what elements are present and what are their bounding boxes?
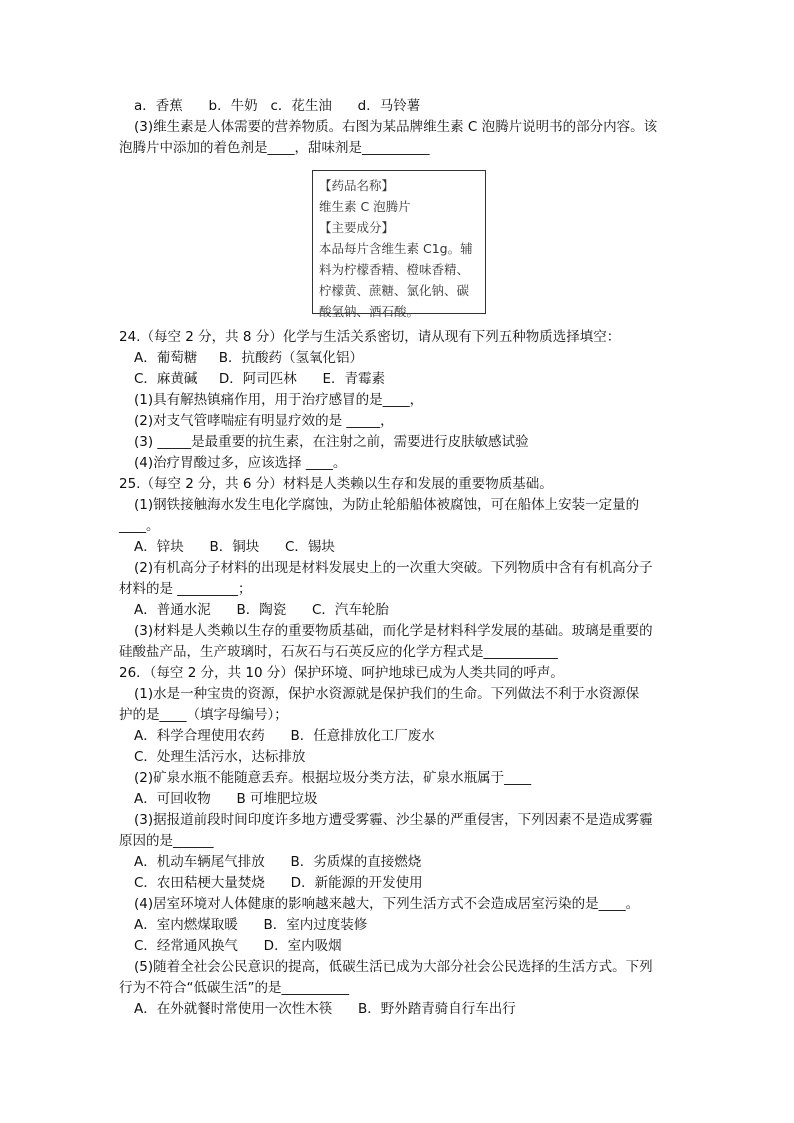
label-row-ingredients-3: 柠檬黄、蔗糖、氯化钠、碳 [319, 283, 470, 298]
q25-3-stem: (3)材料是人类赖以生存的重要物质基础，而化学是材料科学发展的基础。玻璃是重要的 [134, 623, 653, 639]
vitamin-c-label-box [312, 170, 486, 319]
q26-3-stem: (3)据报道前段时间印度许多地方遭受雾霾、沙尘暴的严重侵害，下列因素不是造成雾霾 [134, 812, 653, 828]
q26-5-options: A．在外就餐时常使用一次性木筷 B．野外踏青骑自行车出行 [134, 1001, 516, 1017]
q23-3-stem: (3)维生素是人体需要的营养物质。右图为某品牌维生素 C 泡腾片说明书的部分内容。该 [134, 119, 658, 135]
q26-1-options-1: A．科学合理使用农药 B．任意排放化工厂废水 [134, 728, 435, 744]
q24-heading: 24.（每空 2 分，共 8 分）化学与生活关系密切，请从现有下列五种物质选择填空： [119, 329, 621, 345]
q25-2-stem: (2)有机高分子材料的出现是材料发展史上的一次重大突破。下列物质中含有有机高分子 [134, 560, 653, 576]
q26-3-options-2: C．农田秸梗大量焚烧 D．新能源的开发使用 [134, 875, 423, 891]
q25-1-blank: ____。 [119, 518, 160, 534]
q25-1-options: A．锌块 B．铜块 C．锡块 [134, 539, 335, 555]
label-row-name: 维生素 C 泡腾片 [319, 199, 411, 214]
q26-3-stem-cont: 原因的是______ [119, 833, 214, 849]
q25-2-stem-cont: 材料的是 _________； [119, 581, 252, 597]
q24-4: (4)治疗胃酸过多，应该选择 ____。 [134, 455, 347, 471]
q26-5-stem: (5)随着全社会公民意识的提高，低碳生活已成为大部分社会公民选择的生活方式。下列 [134, 959, 653, 975]
q26-1-stem-cont: 护的是____（填字母编号）； [119, 707, 288, 723]
q25-3-stem-cont: 硅酸盐产品，生产玻璃时，石灰石与石英反应的化学方程式是___________ [119, 644, 558, 660]
label-row-ingredients-2: 料为柠檬香精、橙味香精、 [319, 262, 470, 277]
q26-1-options-2: C．处理生活污水，达标排放 [134, 749, 306, 765]
label-row-ingredients-4: 酸氢钠、酒石酸。 [319, 304, 420, 319]
q26-1-stem: (1)水是一种宝贵的资源，保护水资源就是保护我们的生命。下列做法不利于水资源保 [134, 686, 640, 702]
q26-2-stem: (2)矿泉水瓶不能随意丢弃。根据垃圾分类方法，矿泉水瓶属于____ [134, 770, 532, 786]
label-row-ingredients-1: 本品每片含维生素 C1g。辅 [319, 241, 473, 256]
q24-1: (1)具有解热镇痛作用，用于治疗感冒的是____， [134, 392, 424, 408]
q24-3: (3) _____是最重要的抗生素，在注射之前，需要进行皮肤敏感试验 [134, 434, 529, 450]
q26-heading: 26．（每空 2 分，共 10 分）保护环境、呵护地球已成为人类共同的呼声。 [119, 665, 564, 681]
q24-2: (2)对支气管哮喘症有明显疗效的是 _____， [134, 413, 394, 429]
q26-3-options-1: A．机动车辆尾气排放 B．劣质煤的直接燃烧 [134, 854, 422, 870]
q26-5-stem-cont: 行为不符合“低碳生活”的是__________ [119, 980, 349, 996]
q26-4-options-1: A．室内燃煤取暖 B．室内过度装修 [134, 917, 368, 933]
q26-4-options-2: C．经常通风换气 D．室内吸烟 [134, 938, 342, 954]
q24-options-1: A．葡萄糖 B．抗酸药（氢氧化铝） [134, 350, 363, 366]
label-row-name-heading: 【药品名称】 [319, 178, 395, 193]
q25-2-options: A．普通水泥 B．陶瓷 C．汽车轮胎 [134, 602, 389, 618]
q23-options-2: a．香蕉 b．牛奶 c．花生油 d．马铃薯 [134, 98, 421, 114]
q25-heading: 25.（每空 2 分，共 6 分）材料是人类赖以生存和发展的重要物质基础。 [119, 476, 553, 492]
q25-1-stem: (1)钢铁接触海水发生电化学腐蚀，为防止轮船船体被腐蚀，可在船体上安装一定量的 [134, 497, 640, 513]
label-row-ingredients-heading: 【主要成分】 [319, 220, 395, 235]
q24-options-2: C．麻黄碱 D．阿司匹林 E．青霉素 [134, 371, 386, 387]
q26-2-options: A．可回收物 B 可堆肥垃圾 [134, 791, 318, 807]
q23-3-stem-cont: 泡腾片中添加的着色剂是____，甜味剂是__________ [119, 140, 430, 156]
q26-4-stem: (4)居室环境对人体健康的影响越来越大，下列生活方式不会造成居室污染的是____。 [134, 896, 640, 912]
